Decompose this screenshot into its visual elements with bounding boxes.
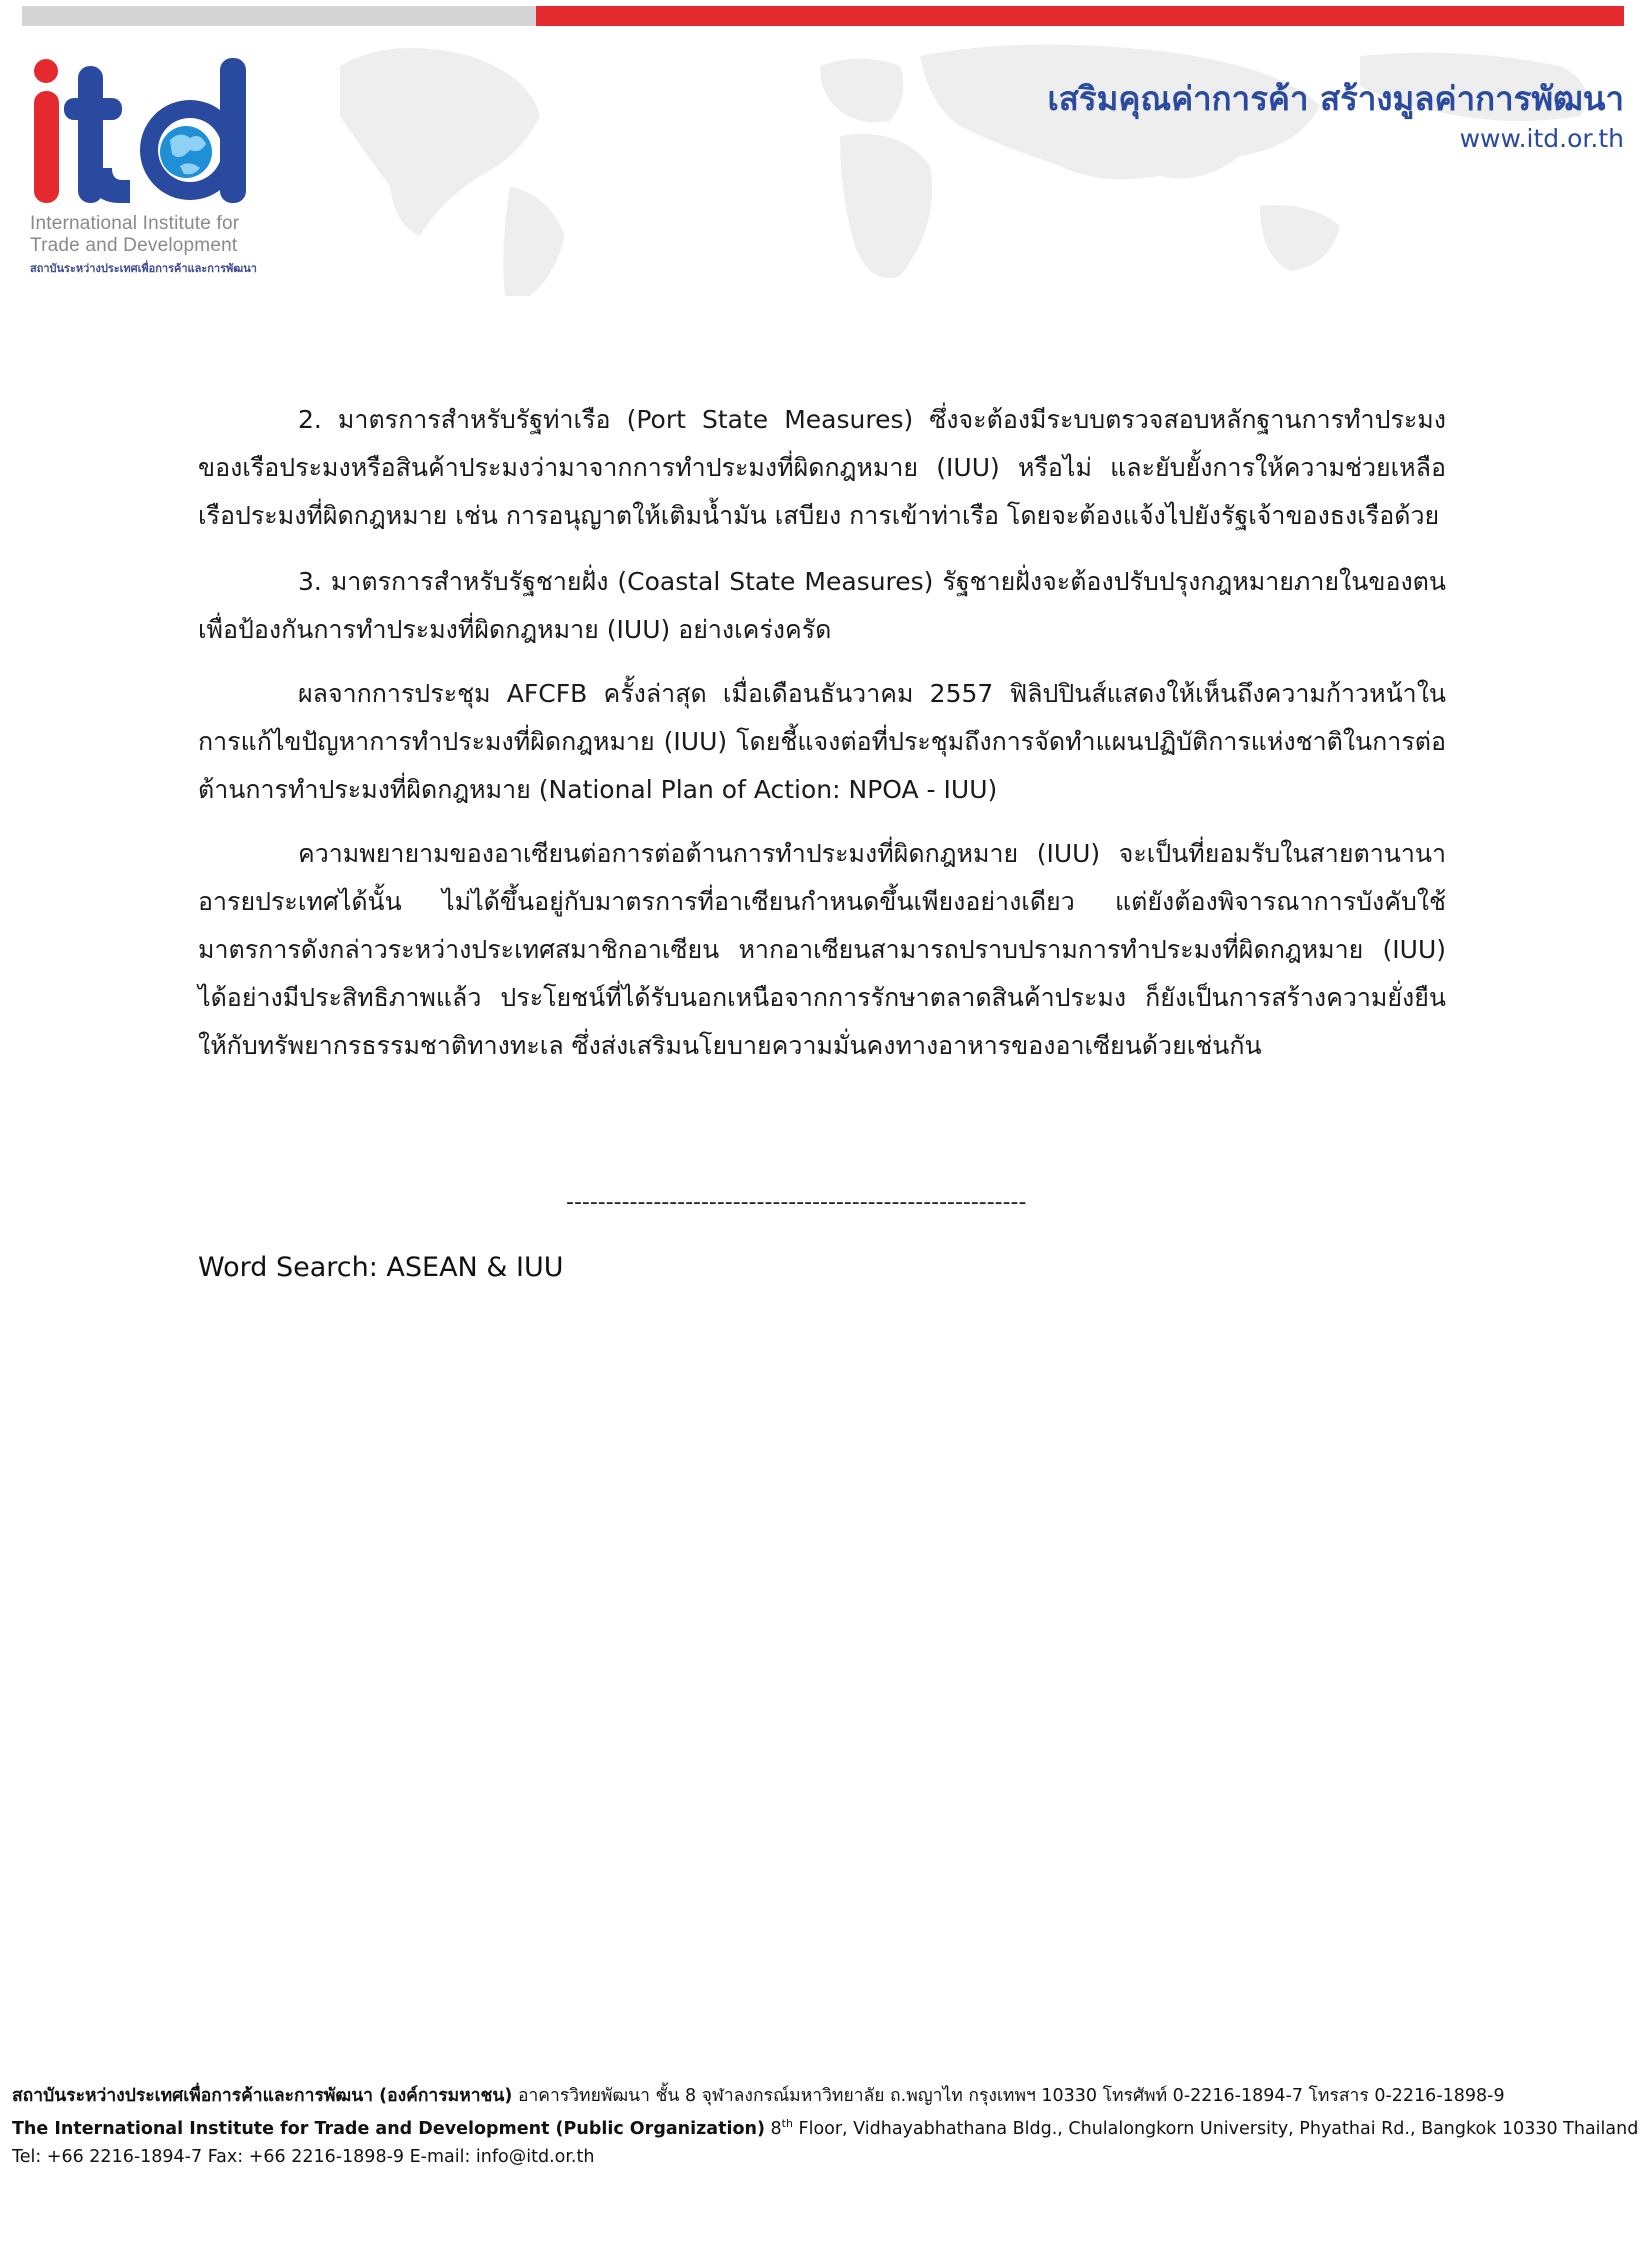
paragraph-asean-efforts: ความพยายามของอาเซียนต่อการต่อต้านการทำประมงที่ผิดกฎหมาย (IUU) จะเป็นที่ยอมรับในสายตานานาอารยประเทศได้นั้น ไม่ได้ขึ้นอยู่กับมาตรการที่อาเซียนกำหนดขึ้นเพียงอย่างเดียว แต่ยังต้องพิจารณาการบังคับใช้มาตรการดังกล่าวระหว่างประเทศสมาชิกอาเซียน หากอาเซียนสามารถปราบปรามการทำประมงที่ผิดกฎหมาย (IUU) ได้อย่างมีประสิทธิภาพแล้ว ประโยชน์ที่ได้รับนอกเหนือจากการรักษาตลาดสินค้าประมง ก็ยังเป็นการสร้างความยั่งยืนให้กับทรัพยากรธรรมชาติทางทะเล ซึ่งส่งเสริมนโยบายความมั่นคงทางอาหารของอาเซียนด้วยเช่นกัน xyxy=(198,839,1446,1060)
logo-subtitle-line1: International Institute for xyxy=(30,213,240,234)
section-divider: ---------------------------------------------------------- xyxy=(566,1190,1027,1215)
footer-floor-suffix: th xyxy=(781,2117,793,2130)
logo-subtitle-thai: สถาบันระหว่างประเทศเพื่อการค้าและการพัฒนา xyxy=(30,262,257,275)
word-search: Word Search: ASEAN & IUU xyxy=(198,1252,564,1283)
top-bar-grey-segment xyxy=(22,6,536,26)
logo-subtitle-line2: Trade and Development xyxy=(30,235,238,256)
footer-address-thai-text: อาคารวิทยพัฒนา ชั้น 8 จุฬาลงกรณ์มหาวิทยาลัย ถ.พญาไท กรุงเทพฯ 10330 โทรศัพท์ 0-2216-1894-7 โทรสาร 0-2216-1898-9 xyxy=(512,2086,1505,2106)
top-color-bar xyxy=(22,6,1624,26)
paragraph-port-state-measures: 2. มาตรการสำหรับรัฐท่าเรือ (Port State Measures) ซึ่งจะต้องมีระบบตรวจสอบหลักฐานการทำประมงของเรือประมงหรือสินค้าประมงว่ามาจากการทำประมงที่ผิดกฎหมาย (IUU) หรือไม่ และยับยั้งการให้ความช่วยเหลือเรือประมงที่ผิดกฎหมาย เช่น การอนุญาตให้เติมน้ำมัน เสบียง การเข้าท่าเรือ โดยจะต้องแจ้งไปยังรัฐเจ้าของธงเรือด้วย xyxy=(198,405,1446,530)
world-map-watermark xyxy=(300,26,1640,296)
header-slogan: เสริมคุณค่าการค้า สร้างมูลค่าการพัฒนา xyxy=(1047,79,1624,118)
footer-address-english xyxy=(12,2110,1639,2143)
footer xyxy=(12,2082,1639,2171)
header-website: www.itd.or.th xyxy=(1459,124,1624,153)
top-bar-red-segment xyxy=(536,6,1624,26)
footer-address-english-text: Floor, Vidhayabhathana Bldg., Chulalongkorn University, Phyathai Rd., Bangkok 10330 Thailand xyxy=(792,2118,1639,2139)
footer-org-name-thai: สถาบันระหว่างประเทศเพื่อการค้าและการพัฒนา (องค์การมหาชน) xyxy=(12,2086,513,2106)
document-body xyxy=(198,396,1446,1070)
footer-floor-number: 8 xyxy=(764,2118,782,2139)
paragraph-coastal-state-measures: 3. มาตรการสำหรับรัฐชายฝั่ง (Coastal State Measures) รัฐชายฝั่งจะต้องปรับปรุงกฎหมายภายในของตน เพื่อป้องกันการทำประมงที่ผิดกฎหมาย (IUU) อย่างเคร่งครัด xyxy=(198,567,1446,644)
itd-logo xyxy=(30,58,300,278)
footer-address-thai xyxy=(12,2082,1632,2110)
footer-org-name-english: The International Institute for Trade and Development (Public Organization) xyxy=(12,2118,765,2139)
itd-logo-mark xyxy=(30,58,270,208)
paragraph-afcfb-meeting: ผลจากการประชุม AFCFB ครั้งล่าสุด เมื่อเดือนธันวาคม 2557 ฟิลิปปินส์แสดงให้เห็นถึงความก้าวหน้าในการแก้ไขปัญหาการทำประมงที่ผิดกฎหมาย (IUU) โดยชี้แจงต่อที่ประชุมถึงการจัดทำแผนปฏิบัติการแห่งชาติในการต่อต้านการทำประมงที่ผิดกฎหมาย (National Plan of Action: NPOA - IUU) xyxy=(198,679,1446,804)
footer-contact: Tel: +66 2216-1894-7 Fax: +66 2216-1898-9 E-mail: info@itd.or.th xyxy=(12,2146,595,2167)
